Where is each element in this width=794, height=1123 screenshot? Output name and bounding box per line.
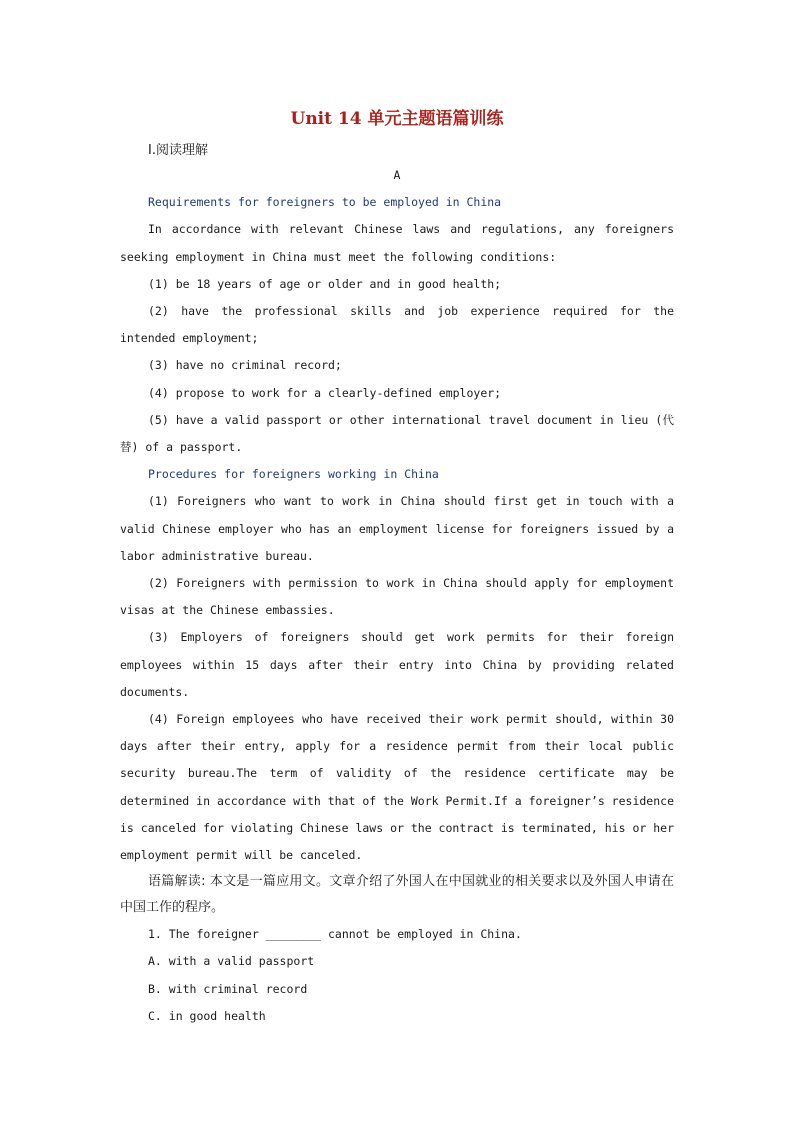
intro-paragraph: In accordance with relevant Chinese laws and regulations, any foreigners seeking employment in China must meet the following conditions: [120, 222, 674, 264]
question-option: C. in good health [148, 1008, 266, 1023]
question-stem: 1. The foreigner ________ cannot be employed in China. [148, 927, 522, 942]
heading-procedures: Procedures for foreigners working in China [148, 467, 439, 482]
section-label: Ⅰ.阅读理解 [148, 143, 208, 158]
procedure-item: (1) Foreigners who want to work in China should first get in touch with a valid Chinese employer who has an employment license for foreigners issued by a labor administrative bureau. [120, 494, 674, 563]
requirement-item: (3) have no criminal record; [148, 358, 342, 373]
procedure-item: (4) Foreign employees who have received their work permit should, within 30 days after their entry, apply for a residence permit from their local public security bureau.The term of validity of the residence certificate may be determined in accordance with that of the Work Permit.If a foreigner’s residence is canceled for violating Chinese laws or the contract is terminated, his or her employment permit will be canceled. [120, 712, 674, 863]
document-body [120, 162, 674, 1030]
passage-label: A [393, 168, 401, 182]
requirement-item: (1) be 18 years of age or older and in good health; [148, 276, 502, 291]
procedure-item: (3) Employers of foreigners should get work permits for their foreign employees within 15 days after their entry into China by providing related documents. [120, 630, 674, 699]
page-title: Unit 14 单元主题语篇训练 [290, 109, 504, 129]
question-option: A. with a valid passport [148, 954, 315, 969]
requirement-item: (2) have the professional skills and job experience required for the intended employment; [120, 304, 674, 346]
requirement-item: (5) have a valid passport or other international travel document in lieu (代替) of a passport. [120, 412, 674, 455]
question-option: B. with criminal record [148, 981, 308, 996]
requirement-item: (4) propose to work for a clearly-defined employer; [148, 385, 502, 400]
procedure-item: (2) Foreigners with permission to work in China should apply for employment visas at the Chinese embassies. [120, 576, 674, 618]
passage-analysis: 语篇解读: 本文是一篇应用文。文章介绍了外国人在中国就业的相关要求以及外国人申请在中国工作的程序。 [120, 874, 674, 916]
heading-requirements: Requirements for foreigners to be employed in China [148, 195, 502, 210]
